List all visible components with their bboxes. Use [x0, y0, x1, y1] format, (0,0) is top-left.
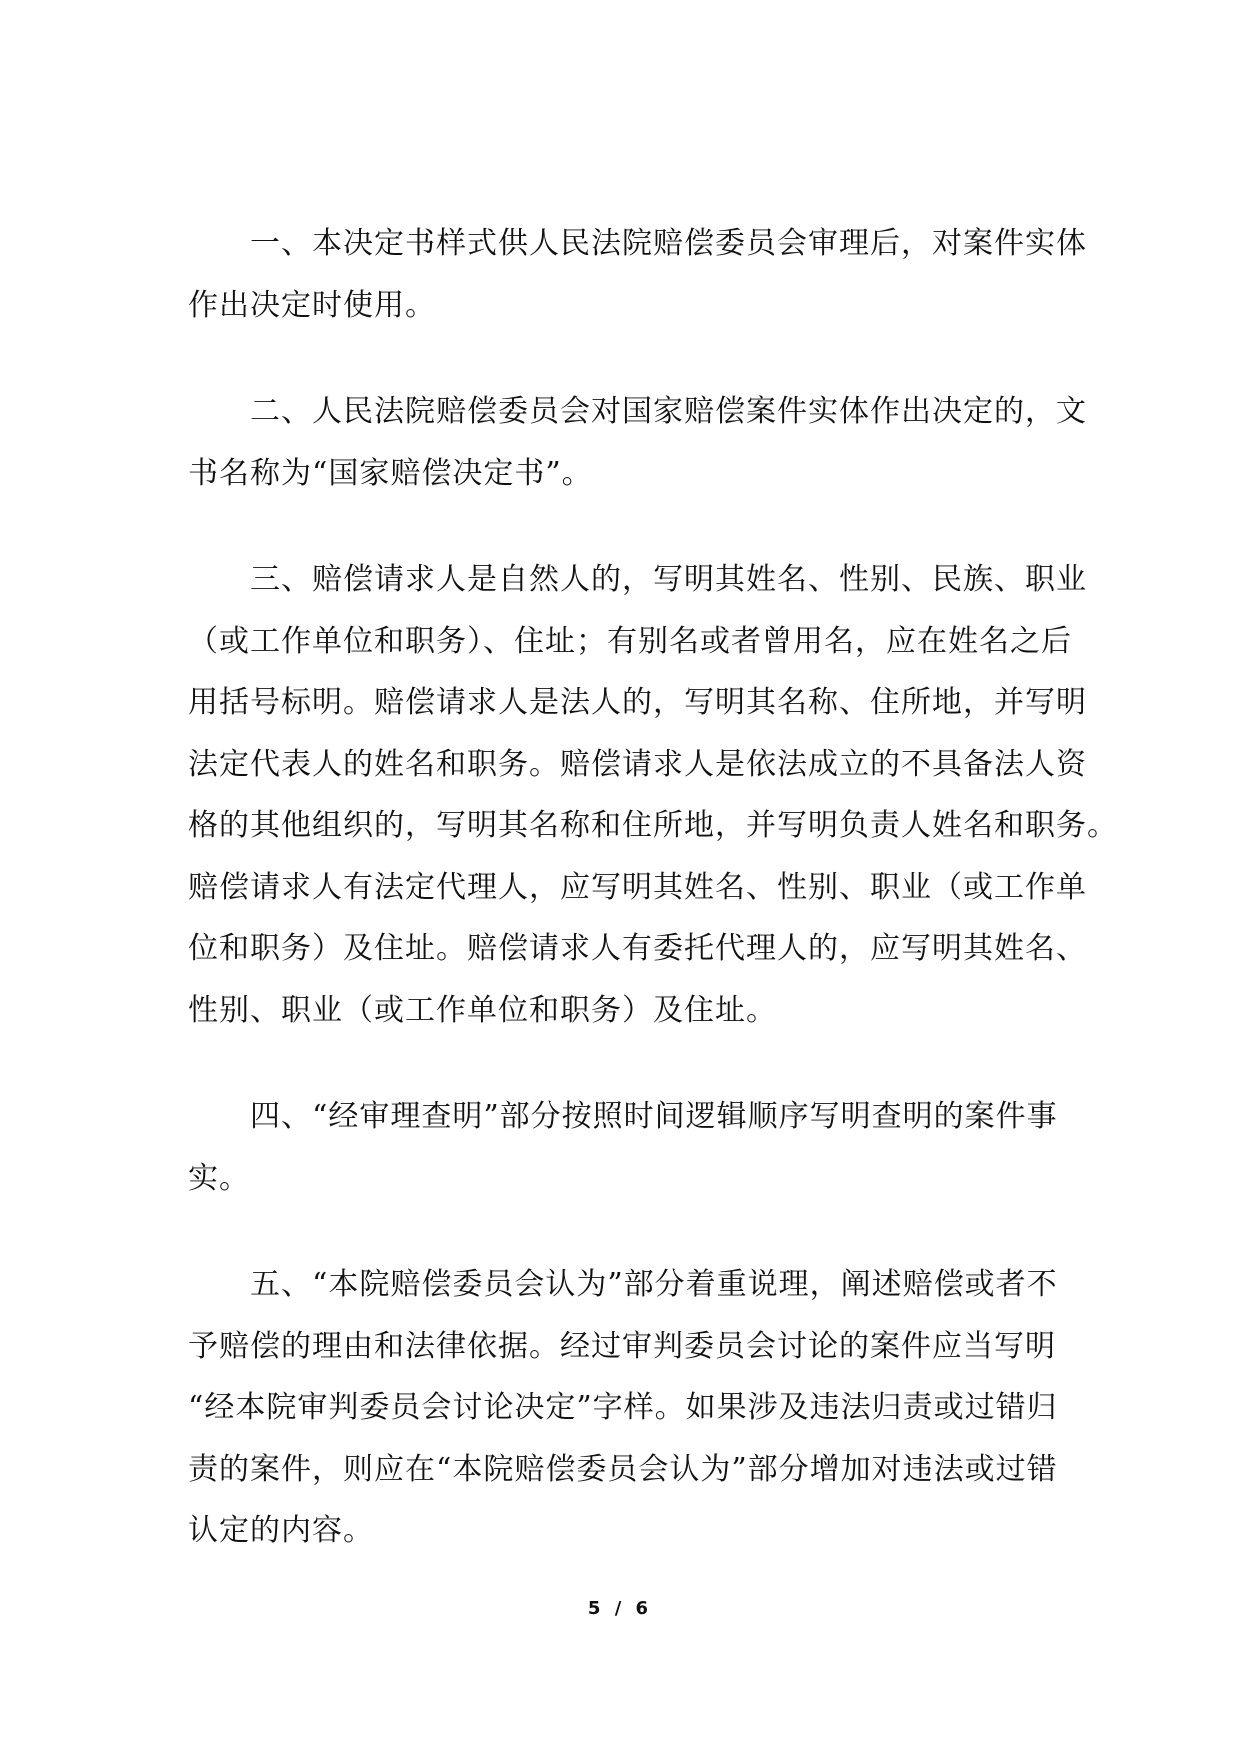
page-number: 5 / 6 [587, 1598, 653, 1619]
paragraph-line: 用括号标明。赔偿请求人是法人的，写明其名称、住所地，并写明 [188, 685, 1087, 720]
paragraph-line: 予赔偿的理由和法律依据。经过审判委员会讨论的案件应当写明 [188, 1328, 1056, 1364]
paragraph-line: 性别、职业（或工作单位和职务）及住址。 [188, 992, 777, 1028]
document-body [188, 213, 1118, 1607]
paragraph-line: 二、人民法院赔偿委员会对国家赔偿案件实体作出决定的，文 [250, 394, 1087, 429]
paragraph-3 [188, 549, 1118, 1041]
paragraph-line: 五、“本院赔偿委员会认为”部分着重说理，阐述赔偿或者不 [250, 1267, 1058, 1302]
paragraph-line: 位和职务）及住址。赔偿请求人有委托代理人的，应写明其姓名、 [188, 931, 1087, 966]
paragraph-line: 实。 [188, 1160, 250, 1196]
paragraph-line: 四、“经审理查明”部分按照时间逻辑顺序写明查明的案件事 [250, 1099, 1058, 1134]
paragraph-line: “经本院审判委员会讨论决定”字样。如果涉及违法归责或过错归 [188, 1390, 1058, 1425]
paragraph-line: 格的其他组织的，写明其名称和住所地，并写明负责人姓名和职务。 [188, 808, 1118, 843]
paragraph-line: 法定代表人的姓名和职务。赔偿请求人是依法成立的不具备法人资 [188, 746, 1087, 782]
paragraph-line: 三、赔偿请求人是自然人的，写明其姓名、性别、民族、职业 [250, 562, 1087, 597]
paragraph-2 [188, 381, 1087, 504]
paragraph-1 [188, 213, 1087, 336]
paragraph-4 [188, 1086, 1058, 1209]
paragraph-line: 赔偿请求人有法定代理人，应写明其姓名、性别、职业（或工作单 [188, 869, 1087, 905]
paragraph-line: 责的案件，则应在“本院赔偿委员会认为”部分增加对违法或过错 [188, 1451, 1058, 1487]
paragraph-5 [188, 1254, 1058, 1562]
paragraph-line: （或工作单位和职务）、住址；有别名或者曾用名，应在姓名之后 [188, 623, 1072, 659]
paragraph-line: 作出决定时使用。 [188, 287, 436, 323]
paragraph-line: 认定的内容。 [188, 1513, 374, 1548]
paragraph-line: 书名称为“国家赔偿决定书”。 [188, 455, 593, 491]
paragraph-line: 一、本决定书样式供人民法院赔偿委员会审理后，对案件实体 [250, 226, 1087, 261]
